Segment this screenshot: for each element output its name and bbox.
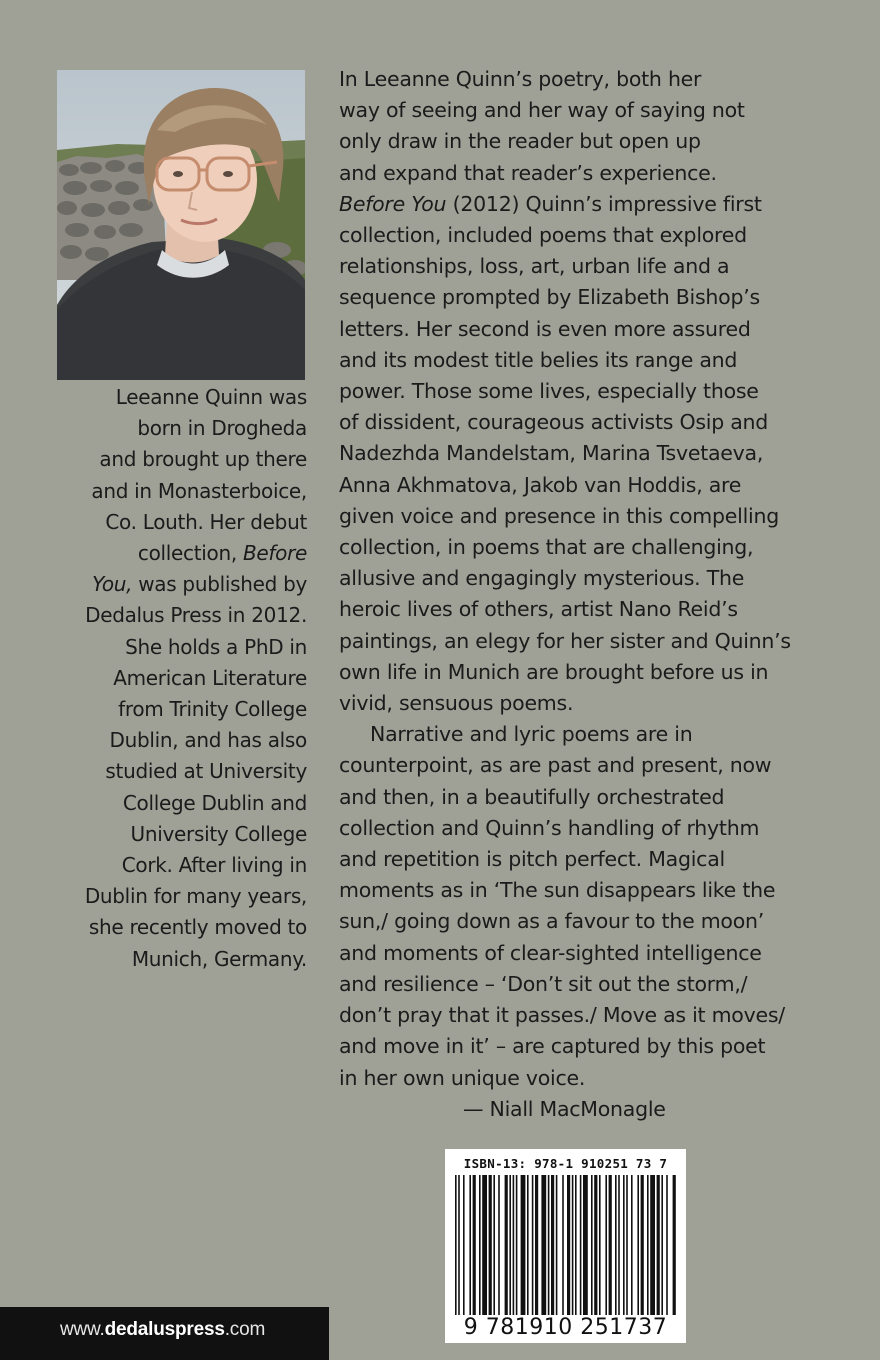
blurb-line: and expand that reader’s experience. bbox=[339, 160, 717, 185]
barcode-bar bbox=[641, 1175, 644, 1315]
barcode-bar bbox=[473, 1175, 476, 1315]
barcode-bar bbox=[482, 1175, 487, 1315]
barcode-bar bbox=[657, 1175, 660, 1315]
isbn-label: ISBN-13: 978-1 910251 73 7 bbox=[463, 1156, 668, 1171]
blurb-line: vivid, sensuous poems. bbox=[339, 691, 574, 716]
barcode-bar bbox=[623, 1175, 625, 1315]
blurb-line: given voice and presence in this compelling bbox=[339, 503, 779, 528]
blurb-line: Anna Akhmatova, Jakob van Hoddis, are bbox=[339, 472, 742, 497]
barcode-bar bbox=[591, 1175, 593, 1315]
barcode-bar bbox=[516, 1175, 518, 1315]
footer-bar bbox=[0, 1307, 329, 1360]
barcode-bar bbox=[532, 1175, 534, 1315]
bio-line: Dedalus Press in 2012. bbox=[85, 603, 307, 628]
blurb-line: sun,/ going down as a favour to the moon’ bbox=[339, 909, 765, 934]
barcode-bar bbox=[647, 1175, 649, 1315]
blurb-line: heroic lives of others, artist Nano Reid’s bbox=[339, 597, 738, 622]
barcode-bar bbox=[637, 1175, 639, 1315]
bio-line: University College bbox=[130, 821, 307, 846]
book-title: Before You bbox=[339, 191, 447, 216]
barcode-bar bbox=[626, 1175, 628, 1315]
barcode-bar bbox=[583, 1175, 588, 1315]
barcode-bar bbox=[479, 1175, 481, 1315]
barcode-bars bbox=[453, 1175, 678, 1315]
blurb-line: Before You (2012) Quinn’s impressive first bbox=[339, 191, 762, 216]
bio-line: from Trinity College bbox=[118, 697, 307, 722]
blurb-line: way of seeing and her way of saying not bbox=[339, 98, 745, 123]
isbn-digits: 9 781910 251737 bbox=[463, 1315, 668, 1340]
blurb-line: power. Those some lives, especially those bbox=[339, 379, 759, 404]
bio-line: and in Monasterboice, bbox=[91, 478, 307, 503]
blurb-line: and moments of clear-sighted intelligence bbox=[339, 940, 762, 965]
barcode-bar bbox=[673, 1175, 676, 1315]
bio-line: Munich, Germany. bbox=[131, 946, 307, 971]
barcode-bar bbox=[469, 1175, 471, 1315]
blurb-line: Narrative and lyric poems are in bbox=[370, 722, 693, 747]
bio-line: Cork. After living in bbox=[121, 853, 307, 878]
blurb-line: and move in it’ – are captured by this poet bbox=[339, 1034, 766, 1059]
barcode-bar bbox=[650, 1175, 655, 1315]
barcode-bar bbox=[489, 1175, 492, 1315]
bio-line: she recently moved to bbox=[88, 915, 307, 940]
blurb-line: and its modest title belies its range and bbox=[339, 347, 738, 372]
blurb-line: don’t pray that it passes./ Move as it moves/ bbox=[339, 1003, 785, 1028]
bio-line: She holds a PhD in bbox=[125, 634, 307, 659]
blurb-line: collection, in poems that are challenging, bbox=[339, 535, 754, 560]
bio-line: Dublin for many years, bbox=[84, 884, 307, 909]
bio-line: collection, Before bbox=[137, 541, 307, 566]
bio-line: Leeanne Quinn was bbox=[115, 385, 307, 409]
barcode-bar bbox=[505, 1175, 508, 1315]
book-title: You, bbox=[92, 572, 133, 597]
publisher-website[interactable]: www.dedaluspress.com bbox=[60, 1319, 266, 1340]
blurb-line: collection, included poems that explored bbox=[339, 223, 747, 248]
blurb-line: sequence prompted by Elizabeth Bishop’s bbox=[339, 285, 760, 310]
barcode-bar bbox=[615, 1175, 617, 1315]
bio-line: College Dublin and bbox=[122, 790, 307, 815]
author-bio bbox=[57, 382, 307, 975]
bio-line: American Literature bbox=[113, 665, 307, 690]
bio-line: and brought up there bbox=[99, 447, 307, 472]
bio-line: studied at University bbox=[105, 759, 307, 784]
barcode-bar bbox=[548, 1175, 550, 1315]
barcode-bar bbox=[580, 1175, 582, 1315]
blurb-line: letters. Her second is even more assured bbox=[339, 316, 751, 341]
barcode-bar bbox=[666, 1175, 668, 1315]
barcode-bar bbox=[609, 1175, 612, 1315]
barcode-bar bbox=[498, 1175, 500, 1315]
barcode-bar bbox=[455, 1175, 457, 1315]
barcode-bar bbox=[599, 1175, 601, 1315]
barcode-bar bbox=[551, 1175, 554, 1315]
blurb-line: and repetition is pitch perfect. Magical bbox=[339, 847, 725, 872]
bio-line: Dublin, and has also bbox=[109, 728, 307, 753]
barcode-bar bbox=[521, 1175, 526, 1315]
barcode-bar bbox=[594, 1175, 597, 1315]
blurb-line: paintings, an elegy for her sister and Quinn’s bbox=[339, 628, 791, 653]
blurb-line: and resilience – ‘Don’t sit out the storm,/ bbox=[339, 971, 748, 996]
barcode-bar bbox=[661, 1175, 663, 1315]
barcode-bar bbox=[556, 1175, 558, 1315]
barcode-bar bbox=[567, 1175, 570, 1315]
bio-line: born in Drogheda bbox=[137, 416, 307, 441]
barcode-bar bbox=[541, 1175, 546, 1315]
barcode-bar bbox=[562, 1175, 564, 1315]
blurb-line: of dissident, courageous activists Osip and bbox=[339, 410, 769, 435]
book-title: Before bbox=[242, 541, 307, 566]
blurb-line: relationships, loss, art, urban life and a bbox=[339, 254, 730, 279]
barcode-bar bbox=[463, 1175, 465, 1315]
blurb-line: allusive and engagingly mysterious. The bbox=[339, 566, 745, 591]
blurb-line: in her own unique voice. bbox=[339, 1065, 586, 1090]
isbn-barcode bbox=[445, 1149, 686, 1343]
blurb-line: collection and Quinn’s handling of rhythm bbox=[339, 815, 760, 840]
blurb-line: only draw in the reader but open up bbox=[339, 129, 701, 154]
blurb-line: Nadezhda Mandelstam, Marina Tsvetaeva, bbox=[339, 441, 764, 466]
blurb-line: own life in Munich are brought before us in bbox=[339, 659, 769, 684]
barcode-bar bbox=[527, 1175, 529, 1315]
blurb-line: moments as in ‘The sun disappears like the bbox=[339, 878, 776, 903]
blurb-attribution: — Niall MacMonagle bbox=[463, 1096, 666, 1121]
author-photo bbox=[57, 70, 305, 380]
blurb-line: and then, in a beautifully orchestrated bbox=[339, 784, 725, 809]
barcode-bar bbox=[493, 1175, 495, 1315]
barcode-bar bbox=[572, 1175, 574, 1315]
blurb-line: In Leeanne Quinn’s poetry, both her bbox=[339, 67, 702, 91]
barcode-bar bbox=[458, 1175, 460, 1315]
bio-line: You, was published by bbox=[92, 572, 307, 597]
book-blurb bbox=[339, 64, 859, 1125]
barcode-bar bbox=[618, 1175, 620, 1315]
barcode-bar bbox=[535, 1175, 538, 1315]
barcode-bar bbox=[509, 1175, 511, 1315]
barcode-bar bbox=[631, 1175, 633, 1315]
blurb-line: counterpoint, as are past and present, now bbox=[339, 753, 772, 778]
barcode-bar bbox=[605, 1175, 607, 1315]
bio-line: Co. Louth. Her debut bbox=[105, 509, 307, 534]
barcode-bar bbox=[513, 1175, 515, 1315]
barcode-bar bbox=[575, 1175, 577, 1315]
